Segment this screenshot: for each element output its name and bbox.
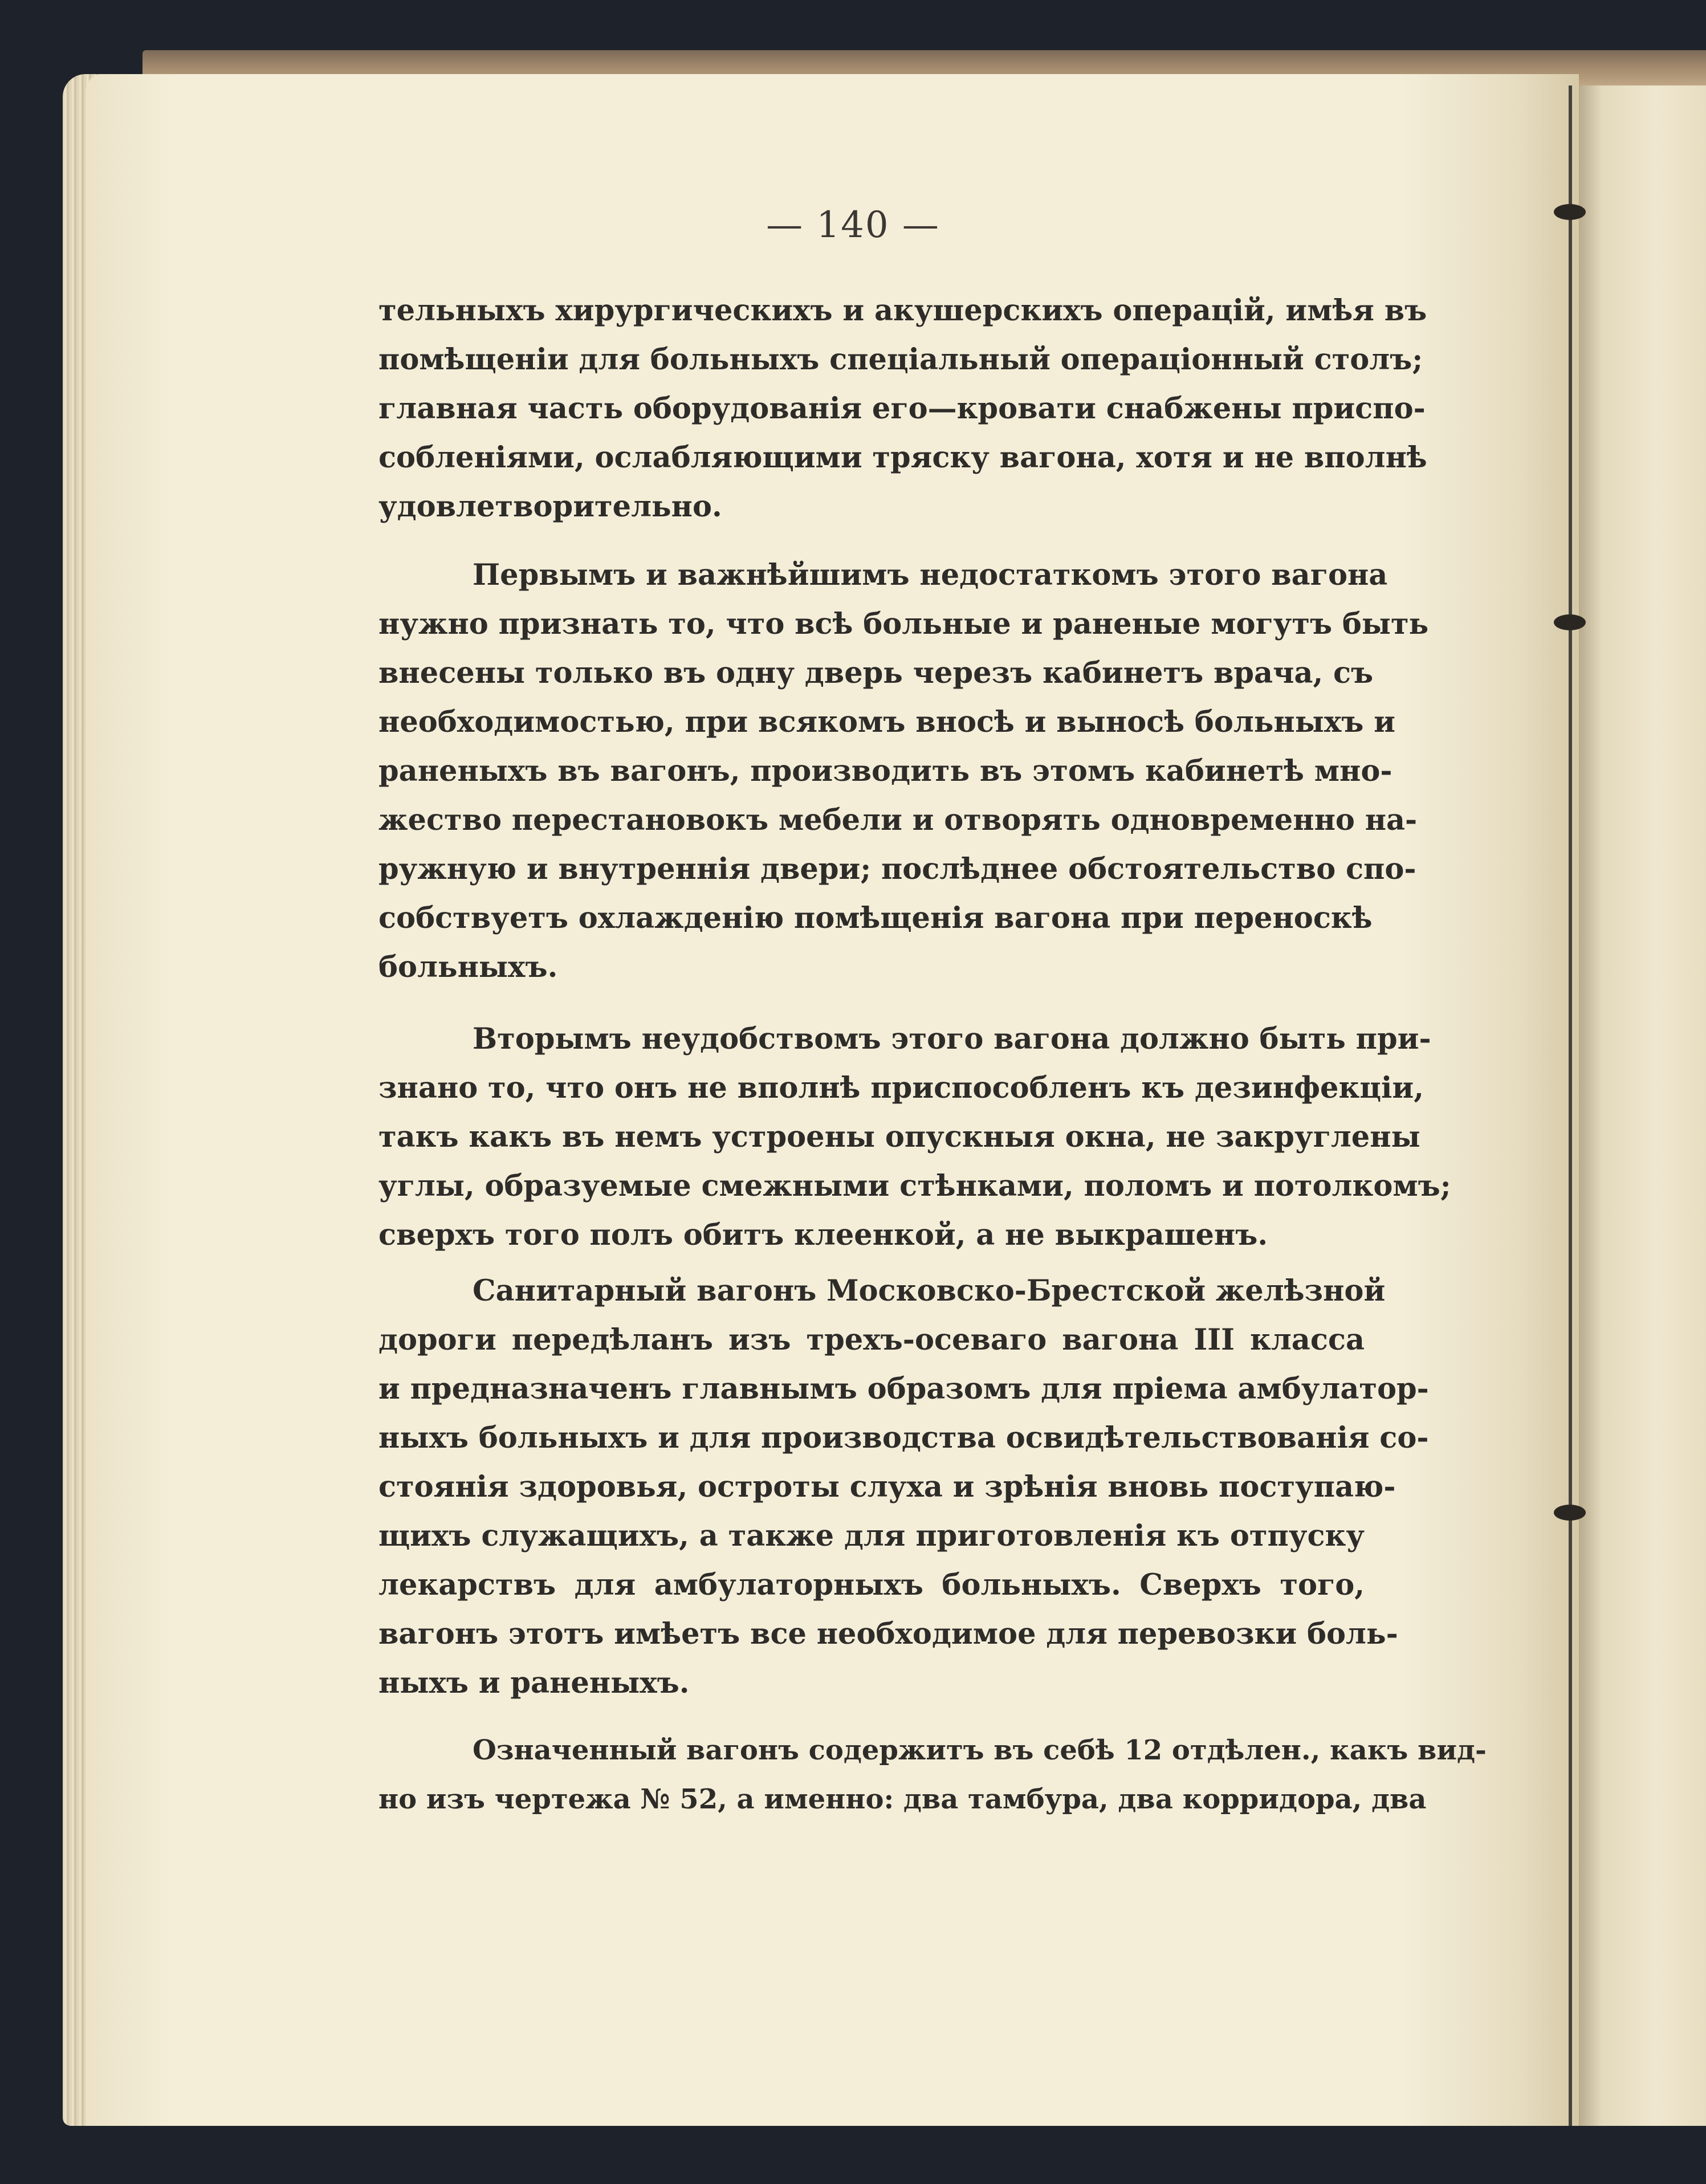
page-number: — 140 —	[766, 204, 940, 246]
text-line: дороги передѣланъ изъ трехъ-осеваго вагона III класса	[378, 1323, 1365, 1357]
text-line: нужно признать то, что всѣ больные и раненые могутъ быть	[378, 607, 1429, 641]
text-line: знано то, что онъ не вполнѣ приспособленъ къ дезинфекціи,	[378, 1071, 1424, 1105]
text-line: тельныхъ хирургическихъ и акушерскихъ операцій, имѣя въ	[378, 294, 1427, 328]
text-line: внесены только въ одну дверь черезъ кабинетъ врача, съ	[378, 656, 1374, 690]
text-line: Первымъ и важнѣйшимъ недостаткомъ этого вагона	[473, 558, 1388, 592]
bottom-band	[0, 2126, 1706, 2184]
text-line: больныхъ.	[378, 950, 558, 984]
text-line: такъ какъ въ немъ устроены опускныя окна, не закруглены	[378, 1120, 1420, 1154]
paragraph-4	[378, 1266, 1429, 1708]
text-line: Означенный вагонъ содержитъ въ себѣ 12 отдѣлен., какъ вид-	[473, 1734, 1487, 1766]
text-line: ныхъ больныхъ и для производства освидѣтельствованія со-	[378, 1421, 1429, 1455]
paragraph-3	[378, 1014, 1451, 1260]
text-line: удовлетворительно.	[378, 490, 722, 524]
text-line: но изъ чертежа № 52, а именно: два тамбура, два корридора, два	[378, 1783, 1427, 1815]
text-line: углы, образуемые смежными стѣнками, поломъ и потолкомъ;	[378, 1169, 1451, 1203]
facing-page-edge	[1579, 85, 1706, 2126]
text-line: помѣщеніи для больныхъ спеціальный операціонный столъ;	[378, 343, 1423, 377]
text-line: лекарствъ для амбулаторныхъ больныхъ. Сверхъ того,	[378, 1568, 1365, 1602]
text-line: необходимостью, при всякомъ вносѣ и выносѣ больныхъ и	[378, 705, 1395, 739]
text-line: и предназначенъ главнымъ образомъ для пріема амбулатор-	[378, 1372, 1429, 1406]
text-line: щихъ служащихъ, а также для приготовленія къ отпуску	[378, 1519, 1365, 1553]
text-line: собленіями, ослабляющими тряску вагона, хотя и не вполнѣ	[378, 441, 1427, 475]
text-line: Санитарный вагонъ Московско-Брестской желѣзной	[473, 1274, 1386, 1308]
text-line: собствуетъ охлажденію помѣщенія вагона при переноскѣ	[378, 901, 1373, 935]
paragraph-5	[378, 1726, 1487, 1824]
paragraph-2	[378, 551, 1429, 992]
text-line: главная часть оборудованія его—кровати снабжены приспо-	[378, 392, 1426, 426]
binding-stitch	[1554, 614, 1586, 630]
text-line: жество перестановокъ мебели и отворять одновременно на-	[378, 803, 1418, 837]
paragraph-1	[378, 286, 1427, 531]
text-line: ныхъ и раненыхъ.	[378, 1666, 690, 1700]
text-line: Вторымъ неудобствомъ этого вагона должно быть при-	[473, 1022, 1431, 1056]
binding-stitch	[1554, 1505, 1586, 1521]
gutter-line	[1569, 85, 1572, 2126]
text-line: сверхъ того полъ обитъ клеенкой, а не выкрашенъ.	[378, 1218, 1268, 1252]
text-line: вагонъ этотъ имѣетъ все необходимое для перевозки боль-	[378, 1617, 1398, 1651]
text-line: раненыхъ въ вагонъ, производить въ этомъ кабинетѣ мно-	[378, 754, 1393, 788]
text-line: стоянія здоровья, остроты слуха и зрѣнія вновь поступаю-	[378, 1470, 1396, 1504]
text-line: ружную и внутреннія двери; послѣднее обстоятельство спо-	[378, 852, 1416, 886]
